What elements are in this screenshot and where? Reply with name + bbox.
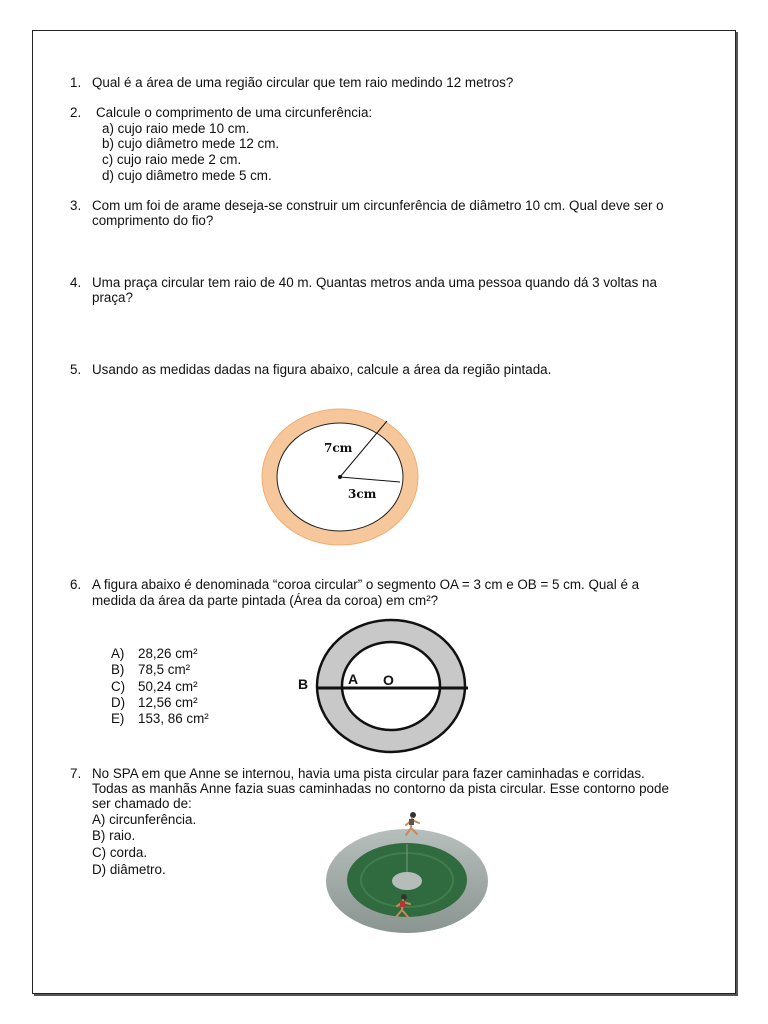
question-number: 3. [70, 198, 82, 213]
sub-item: b) cujo diâmetro mede 12 cm. [102, 136, 280, 151]
option-letter: E) [111, 711, 125, 726]
coroa-circular-figure-q6 [290, 615, 480, 755]
question-text-line: No SPA em que Anne se internou, havia uma pista circular para fazer caminhadas e corridas. [92, 766, 645, 781]
sub-item: d) cujo diâmetro mede 5 cm. [102, 168, 272, 183]
option-text: 78,5 cm² [138, 662, 191, 677]
option-letter: D) [111, 695, 126, 710]
question-text: Calcule o comprimento de uma circunferência: [96, 105, 373, 120]
question-text-line: Todas as manhãs Anne fazia suas caminhadas no contorno da pista circular. Esse contorno pode [92, 781, 669, 796]
option-letter: B) [111, 662, 125, 677]
question-number: 1. [70, 75, 82, 90]
sub-item: c) cujo raio mede 2 cm. [102, 152, 242, 167]
option-text: C) corda. [92, 845, 148, 860]
question-text-line: comprimento do fio? [92, 213, 214, 228]
question-number: 5. [70, 362, 82, 377]
question-text-line: medida da área da parte pintada (Área da coroa) em cm²? [92, 593, 439, 608]
question-number: 2. [70, 105, 82, 120]
question-number: 6. [70, 577, 82, 592]
question-text-line: Uma praça circular tem raio de 40 m. Quantas metros anda uma pessoa quando dá 3 voltas na [92, 275, 657, 290]
label-a: A [348, 671, 359, 687]
option-letter: A) [111, 646, 125, 661]
label-o: O [383, 672, 394, 688]
center-circle [392, 872, 422, 890]
option-text: 50,24 cm² [138, 679, 198, 694]
question-text-line: Com um foi de arame deseja-se construir um circunferência de diâmetro 10 cm. Qual deve ser o [92, 198, 664, 213]
question-text: Qual é a área de uma região circular que tem raio medindo 12 metros? [92, 75, 514, 90]
question-text-line: A figura abaixo é denominada “coroa circular” o segmento OA = 3 cm e OB = 5 cm. Qual é a [92, 577, 640, 592]
option-text: 153, 86 cm² [138, 711, 209, 726]
inner-radius-label: 3cm [348, 487, 377, 501]
sub-item: a) cujo raio mede 10 cm. [102, 121, 250, 136]
option-text: D) diâmetro. [92, 862, 166, 877]
question-number: 4. [70, 275, 82, 290]
running-track-figure-q7 [322, 805, 492, 940]
question-text-line: praça? [92, 290, 133, 305]
option-text: 28,26 cm² [138, 646, 198, 661]
option-text: B) raio. [92, 828, 136, 843]
option-text: 12,56 cm² [138, 695, 198, 710]
question-text: Usando as medidas dadas na figura abaixo, calcule a área da região pintada. [92, 362, 552, 377]
annulus-figure-q5 [240, 400, 440, 560]
option-text: A) circunferência. [92, 812, 197, 827]
center-point [338, 475, 342, 479]
outer-radius-label: 7cm [324, 441, 353, 455]
question-number: 7. [70, 766, 82, 781]
question-text-line: ser chamado de: [92, 796, 192, 811]
label-b: B [298, 676, 309, 692]
option-letter: C) [111, 679, 126, 694]
